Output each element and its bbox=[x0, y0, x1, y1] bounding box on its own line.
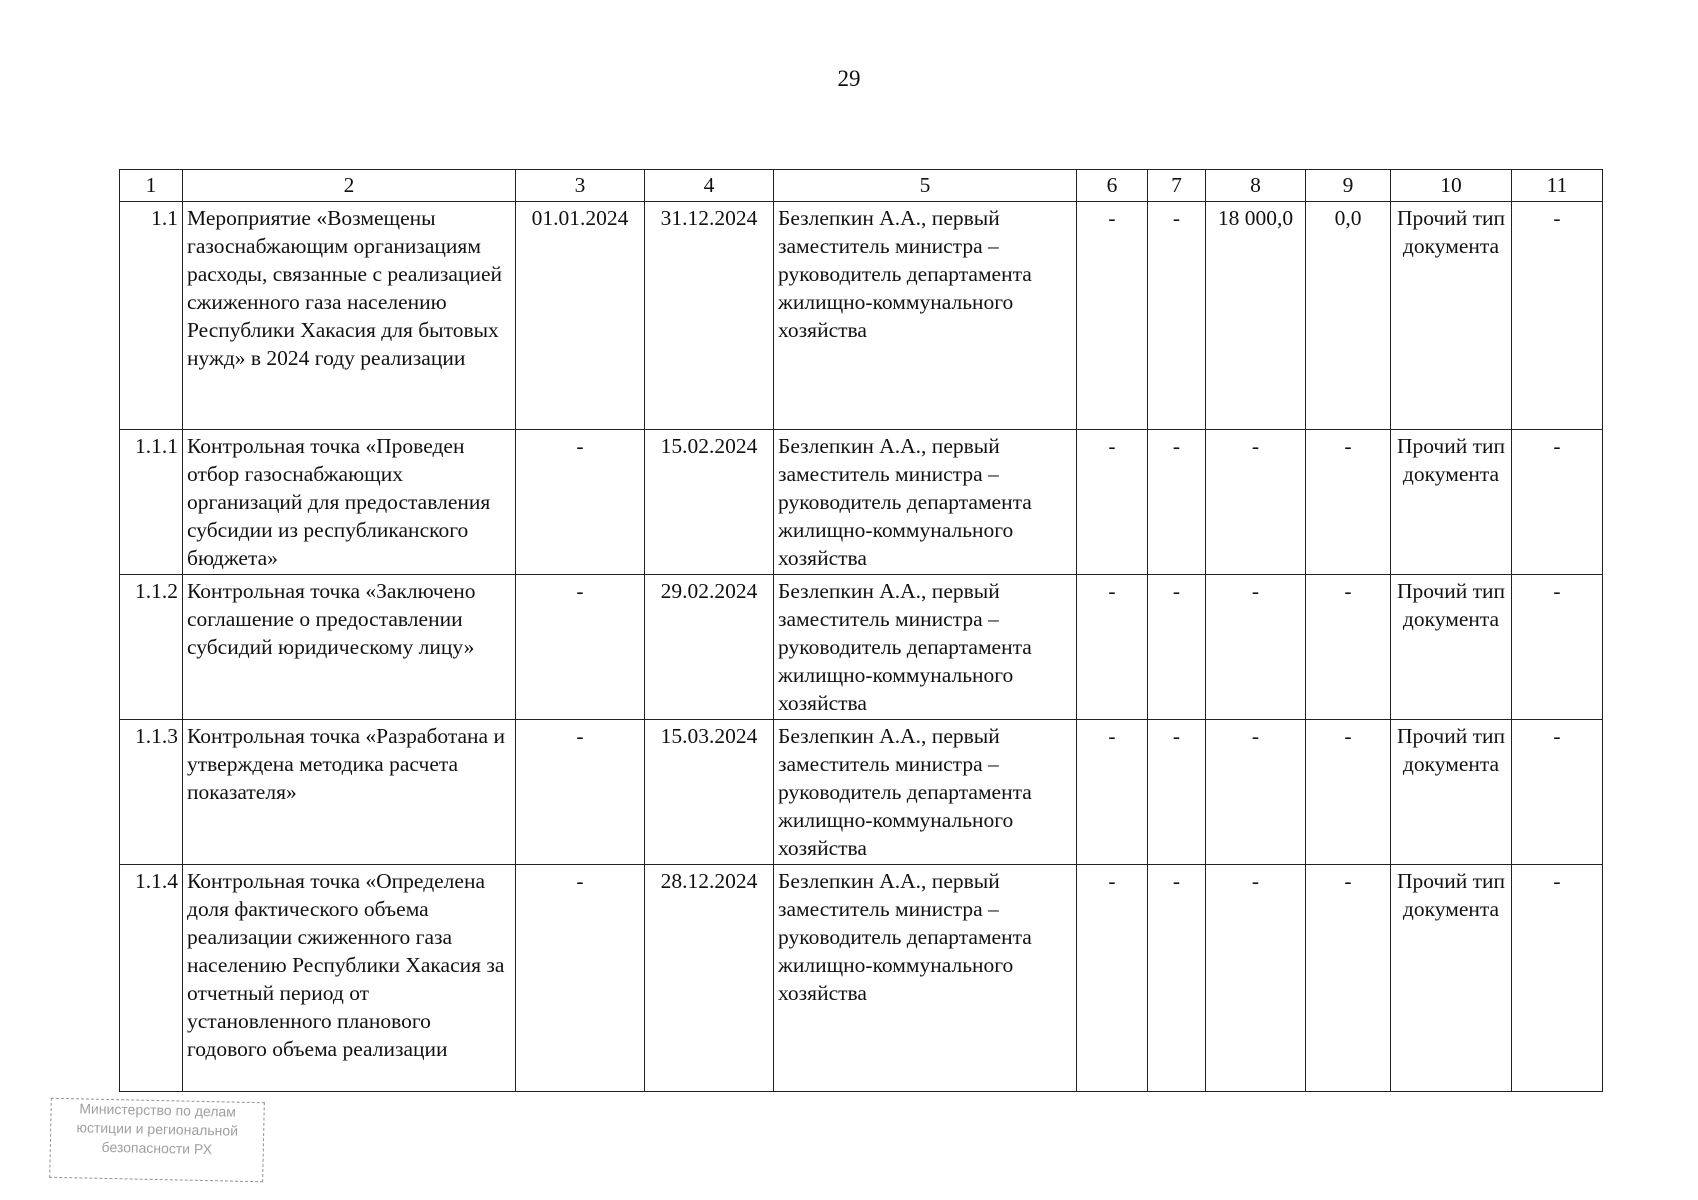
col-8-value: - bbox=[1206, 865, 1306, 1092]
row-number: 1.1.2 bbox=[120, 575, 183, 720]
start-date: - bbox=[516, 865, 645, 1092]
table-row bbox=[120, 430, 1603, 575]
end-date: 15.03.2024 bbox=[645, 720, 774, 865]
row-name: Контрольная точка «Разработана и утверждена методика расчета показателя» bbox=[183, 720, 516, 865]
page-number: 29 bbox=[837, 66, 861, 91]
header-cell: 4 bbox=[645, 170, 774, 202]
table-row bbox=[120, 865, 1603, 1092]
end-date: 15.02.2024 bbox=[645, 430, 774, 575]
header-cell: 2 bbox=[183, 170, 516, 202]
header-row bbox=[120, 170, 1603, 202]
header-cell: 9 bbox=[1306, 170, 1391, 202]
responsible-person: Безлепкин А.А., первый заместитель министра – руководитель департамента жилищно-коммунального хозяйства bbox=[774, 575, 1077, 720]
col-8-value: - bbox=[1206, 720, 1306, 865]
document-type: Прочий тип документа bbox=[1391, 575, 1512, 720]
col-8-value: - bbox=[1206, 575, 1306, 720]
document-type: Прочий тип документа bbox=[1391, 430, 1512, 575]
stamp-line: безопасности РХ bbox=[101, 1138, 213, 1158]
header-cell: 8 bbox=[1206, 170, 1306, 202]
document-type: Прочий тип документа bbox=[1391, 865, 1512, 1092]
col-7-value: - bbox=[1148, 430, 1206, 575]
start-date: - bbox=[516, 720, 645, 865]
col-6-value: - bbox=[1077, 202, 1148, 430]
col-11-value: - bbox=[1512, 430, 1603, 575]
start-date: - bbox=[516, 575, 645, 720]
col-8-value: - bbox=[1206, 430, 1306, 575]
row-number: 1.1 bbox=[120, 202, 183, 430]
col-7-value: - bbox=[1148, 202, 1206, 430]
table-row bbox=[120, 575, 1603, 720]
document-type: Прочий тип документа bbox=[1391, 202, 1512, 430]
col-6-value: - bbox=[1077, 430, 1148, 575]
col-9-value: 0,0 bbox=[1306, 202, 1391, 430]
end-date: 29.02.2024 bbox=[645, 575, 774, 720]
col-9-value: - bbox=[1306, 865, 1391, 1092]
header-cell: 11 bbox=[1512, 170, 1603, 202]
col-9-value: - bbox=[1306, 430, 1391, 575]
header-cell: 1 bbox=[120, 170, 183, 202]
col-11-value: - bbox=[1512, 575, 1603, 720]
responsible-person: Безлепкин А.А., первый заместитель министра – руководитель департамента жилищно-коммунального хозяйства bbox=[774, 720, 1077, 865]
stamp-line: юстиции и региональной bbox=[76, 1119, 239, 1139]
header-cell: 6 bbox=[1077, 170, 1148, 202]
col-7-value: - bbox=[1148, 720, 1206, 865]
col-11-value: - bbox=[1512, 202, 1603, 430]
col-11-value: - bbox=[1512, 720, 1603, 865]
header-cell: 5 bbox=[774, 170, 1077, 202]
col-6-value: - bbox=[1077, 865, 1148, 1092]
col-11-value: - bbox=[1512, 865, 1603, 1092]
registration-stamp bbox=[49, 1098, 265, 1182]
start-date: - bbox=[516, 430, 645, 575]
row-name: Контрольная точка «Проведен отбор газоснабжающих организаций для предоставления субсидии из республиканского бюджета» bbox=[183, 430, 516, 575]
row-number: 1.1.3 bbox=[120, 720, 183, 865]
header-cell: 10 bbox=[1391, 170, 1512, 202]
end-date: 31.12.2024 bbox=[645, 202, 774, 430]
responsible-person: Безлепкин А.А., первый заместитель министра – руководитель департамента жилищно-коммунального хозяйства bbox=[774, 202, 1077, 430]
header-cell: 3 bbox=[516, 170, 645, 202]
end-date: 28.12.2024 bbox=[645, 865, 774, 1092]
col-8-value: 18 000,0 bbox=[1206, 202, 1306, 430]
document-type: Прочий тип документа bbox=[1391, 720, 1512, 865]
row-number: 1.1.1 bbox=[120, 430, 183, 575]
col-6-value: - bbox=[1077, 575, 1148, 720]
responsible-person: Безлепкин А.А., первый заместитель министра – руководитель департамента жилищно-коммунального хозяйства bbox=[774, 865, 1077, 1092]
table-row bbox=[120, 720, 1603, 865]
row-number: 1.1.4 bbox=[120, 865, 183, 1092]
responsible-person: Безлепкин А.А., первый заместитель министра – руководитель департамента жилищно-коммунального хозяйства bbox=[774, 430, 1077, 575]
row-name: Контрольная точка «Определена доля фактического объема реализации сжиженного газа населению Республики Хакасия за отчетный период от установленного планового годового объема реализации bbox=[183, 865, 516, 1092]
row-name: Мероприятие «Возмещены газоснабжающим организациям расходы, связанные с реализацией сжиженного газа населению Республики Хакасия для бытовых нужд» в 2024 году реализации bbox=[183, 202, 516, 430]
header-cell: 7 bbox=[1148, 170, 1206, 202]
col-9-value: - bbox=[1306, 575, 1391, 720]
col-6-value: - bbox=[1077, 720, 1148, 865]
row-name: Контрольная точка «Заключено соглашение о предоставлении субсидий юридическому лицу» bbox=[183, 575, 516, 720]
plan-table bbox=[119, 169, 1603, 1092]
col-9-value: - bbox=[1306, 720, 1391, 865]
start-date: 01.01.2024 bbox=[516, 202, 645, 430]
stamp-line: Министерство по делам bbox=[79, 1100, 237, 1120]
table-row bbox=[120, 202, 1603, 430]
col-7-value: - bbox=[1148, 865, 1206, 1092]
col-7-value: - bbox=[1148, 575, 1206, 720]
